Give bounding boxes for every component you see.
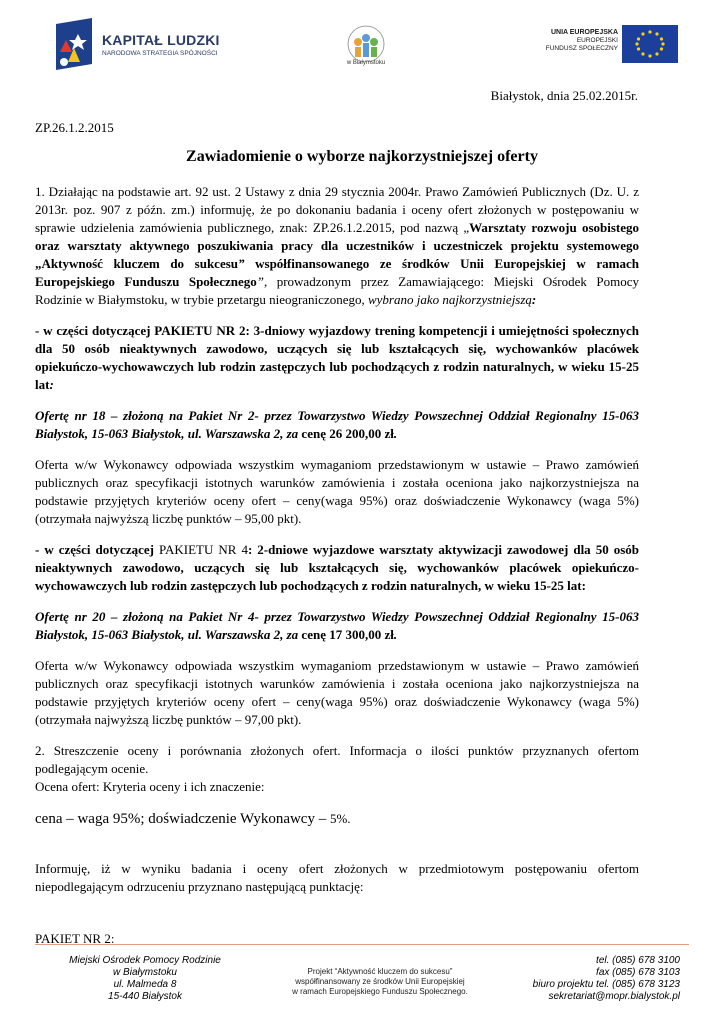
intro-project-name: Warsztaty rozwoju osobistego oraz warsztaty aktywnego poszukiwania pracy dla uczestników i uczestniczek projektu systemowego „Aktywność kluczem do sukcesu	[35, 220, 639, 271]
footer-org-name: Miejski Ośrodek Pomocy Rodzinie	[69, 955, 221, 966]
footer-address	[55, 955, 235, 1003]
section-2-criteria-label: Ocena ofert: Kryteria oceny i ich znaczenie:	[35, 779, 265, 794]
footer-org-city: w Białymstoku	[113, 967, 177, 978]
page-title: Zawiadomienie o wyborze najkorzystniejszej oferty	[186, 148, 538, 165]
footer-email: sekretariat@mopr.bialystok.pl	[548, 991, 680, 1002]
pakiet-4-description: Oferta w/w Wykonawcy odpowiada wszystkim wymaganiom przedstawionym w ustawie – Prawo zamówień publicznych oraz specyfikacji istotnych warunków zamówienia i została oceniona jako najkorzystniejsza na podstawie przyjętych kryteriów oceny ofert – ceny(waga 95%) oraz doświadczenie Wykonawcy (waga 5%) (otrzymała najwyższą liczbę punktów – 97,00 pkt).	[35, 658, 639, 727]
pakiet-2-offer-text: Ofertę nr 18 – złożoną na Pakiet Nr 2- przez Towarzystwo Wiedzy Powszechnej Oddział Regionalny 15-063 Białystok, 15-063 Białystok, ul. Warszawska 2, za	[35, 408, 639, 441]
footer-fax: fax (085) 678 3103	[596, 967, 680, 978]
footer-postal: 15-440 Białystok	[108, 991, 182, 1002]
criteria-text: cena – waga 95%; doświadczenie Wykonawcy –	[35, 811, 330, 827]
kapital-ludzki-subtitle: NARODOWA STRATEGIA SPÓJNOŚCI	[102, 50, 218, 57]
pakiet-2-description: Oferta w/w Wykonawcy odpowiada wszystkim wymaganiom przedstawionym w ustawie – Prawo zamówień publicznych oraz specyfikacji istotnych warunków zamówienia i została oceniona jako najkorzystniejsza na podstawie przyjętych kryteriów oceny ofert – ceny(waga 95%) oraz doświadczenie Wykonawcy (waga 5%) (otrzymała najwyższą liczbę punktów – 95,00 pkt).	[35, 457, 639, 526]
paragraph-intro	[35, 183, 639, 309]
intro-text-a: 1. Działając na podstawie art. 92 ust. 2 Ustawy z dnia 29 stycznia 2004r. Prawo Zamówień Publicznych (Dz. U. z 2013r. poz. 907 z późn. zm.) informuję, że po dokonaniu badania i oceny ofert złożonych w postępowaniu w sprawie udzielenia zamówienia publicznego, znak: ZP.26.1.2.2015, pod nazwą „	[35, 184, 639, 235]
eu-line-2: EUROPEJSKI	[576, 37, 618, 44]
pakiet-4-offer	[35, 608, 639, 644]
eu-logo-text	[546, 29, 618, 53]
footer-project-name: Projekt “Aktywność kluczem do sukcesu”	[307, 967, 453, 976]
footer-divider	[35, 944, 689, 945]
pakiet-2-offer-end: .	[393, 426, 398, 441]
pakiet-4-heading	[35, 541, 639, 595]
section-2-summary: 2. Streszczenie oceny i porównania złożonych ofert. Informacja o ilości punktów przyznanych ofertom podlegającym ocenie.	[35, 743, 639, 776]
kapital-ludzki-flag-icon	[52, 18, 96, 70]
document-date: Białystok, dnia 25.02.2015r.	[490, 88, 638, 103]
document-body	[35, 183, 639, 961]
pakiet-4-head-a: - w części dotyczącej	[35, 542, 159, 557]
pakiet-2-price: cenę 26 200,00 zł	[301, 426, 394, 441]
intro-cofinancing: współfinansowanego ze środków Unii Europejskiej w ramach Europejskiego Funduszu Społecznego	[35, 256, 639, 289]
footer-project	[285, 967, 475, 997]
pakiet-2-label: PAKIET NR 2:	[35, 931, 115, 946]
pakiet-4-offer-end: .	[393, 627, 398, 642]
footer-project-fund: w ramach Europejskiego Funduszu Społecznego.	[292, 987, 468, 996]
eu-logo	[538, 25, 678, 65]
intro-selected: wybrano jako najkorzystniejszą	[367, 292, 532, 307]
reference-number: ZP.26.1.2.2015	[35, 120, 114, 135]
pakiet-4-offer-text: Ofertę nr 20 – złożoną na Pakiet Nr 4- przez Towarzystwo Wiedzy Powszechnej Oddział Regionalny 15-063 Białystok, 15-063 Białystok, ul. Warszawska 2, za	[35, 609, 639, 642]
mops-emblem-icon	[330, 22, 402, 62]
intro-colon: :	[531, 292, 537, 307]
pakiet-2-heading	[35, 322, 639, 394]
pakiet-2-head-text: - w części dotyczącej PAKIETU NR 2: 3-dniowy wyjazdowy trening kompetencji i umiejętności społecznych dla 50 osób nieaktywnych zawodowo, uczących się lub kształcących się, wychowanków placówek opiekuńczo-wychowawczych lub rodzin zastępczych lub pochodzących z rodzin naturalnych, w wieku 15-25 lat	[35, 323, 639, 392]
pakiet-4-price: cenę 17 300,00 zł	[301, 627, 394, 642]
pakiet-2-head-colon: :	[49, 377, 54, 392]
criteria-weights	[35, 810, 639, 828]
page-header	[0, 0, 724, 85]
footer-project-phone: biuro projektu tel. (085) 678 3123	[532, 979, 680, 990]
footer-phone: tel. (085) 678 3100	[596, 955, 680, 966]
intro-quote-close: ”	[238, 256, 245, 271]
pakiet-4-head-c: : 2-dniowe wyjazdowe warsztaty aktywizacji zawodowej dla 50 osób nieaktywnych zawodowo, uczących się lub kształcących się, wychowanków placówek opiekuńczo-wychowawczych lub rodzin zastępczych lub pochodzących z rodzin naturalnych, w wieku 15-25 lat:	[35, 542, 639, 593]
criteria-experience-weight: 5%.	[329, 811, 351, 826]
mops-logo-caption: w Białymstoku	[346, 60, 386, 66]
eu-flag-icon	[622, 25, 678, 63]
footer-contact	[480, 955, 680, 1003]
intro-quote-close-2: ”	[256, 274, 264, 289]
kapital-ludzki-logo	[52, 18, 242, 70]
intro-text-f: , prowadzonym przez Zamawiającego: Miejski Ośrodek Pomocy Rodzinie w Białymstoku, w trybie przetargu nieograniczonego,	[35, 274, 639, 307]
pakiet-4-head-b: PAKIETU NR 4	[158, 542, 248, 557]
scoring-info: Informuję, iż w wyniku badania i oceny ofert złożonych w przedmiotowym postępowaniu ofertom niepodlegającym odrzuceniu przyznano następującą punktację:	[35, 861, 639, 894]
kapital-ludzki-title: KAPITAŁ LUDZKI	[102, 32, 220, 48]
footer-street: ul. Malmeda 8	[113, 979, 177, 990]
eu-line-3: FUNDUSZ SPOŁECZNY	[545, 45, 618, 52]
footer-project-funding: współfinansowany ze środków Unii Europejskiej	[295, 977, 465, 986]
pakiet-2-offer	[35, 407, 639, 443]
mops-logo	[330, 22, 402, 72]
eu-line-1: UNIA EUROPEJSKA	[550, 29, 618, 36]
